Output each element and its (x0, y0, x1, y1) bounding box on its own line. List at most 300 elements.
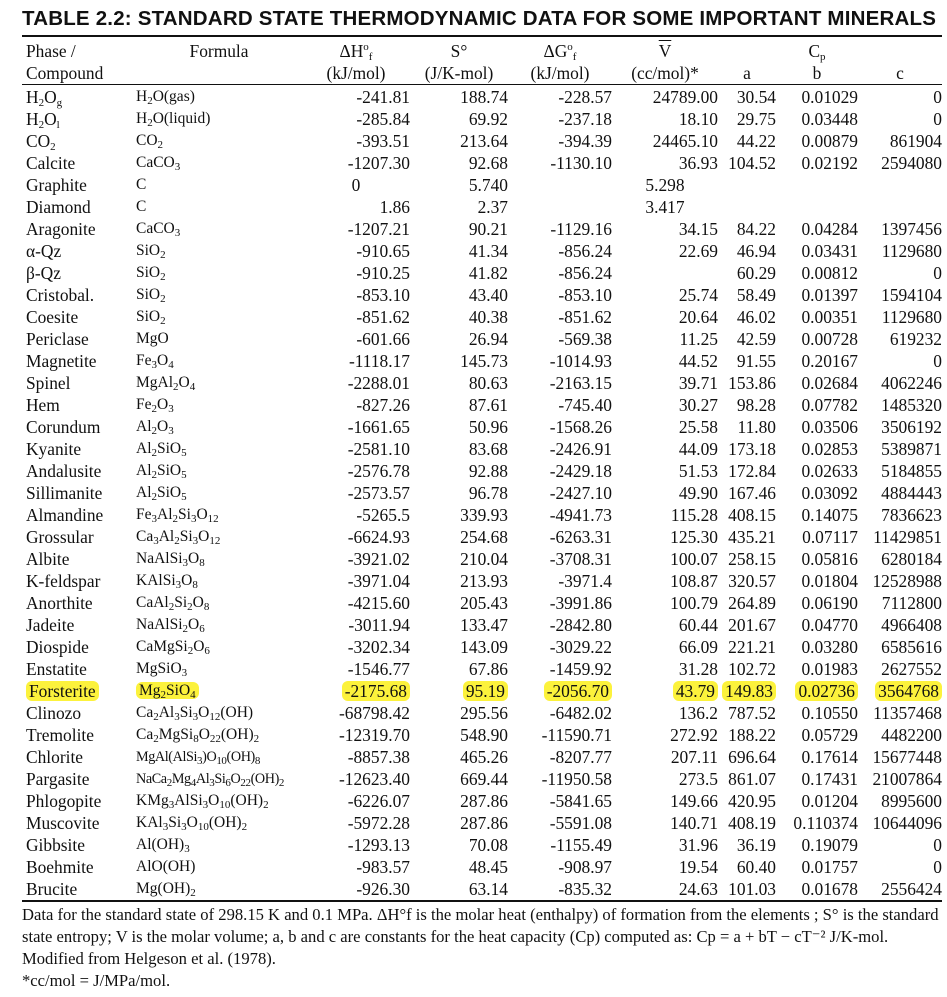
cell-V: 30.27 (678, 394, 718, 415)
cell-b (776, 196, 858, 218)
cell-S: 95.19 (410, 680, 508, 702)
cell-b: 0.17431 (801, 768, 858, 789)
cell-formula: $Fe_2O_3$ (136, 395, 174, 415)
cell-V: 22.69 (678, 240, 718, 261)
header-row-1 (22, 37, 942, 62)
cell-formula: $Al_2SiO_5$ (136, 461, 187, 481)
cell-a (718, 174, 776, 196)
cell-phase: Diamond (26, 196, 91, 217)
table-notes (22, 904, 944, 992)
cell-phase: Albite (26, 548, 70, 569)
cell-S: 92.68 (468, 152, 508, 173)
cell-c: 8995600 (881, 790, 942, 811)
cell-c: 0 (933, 856, 942, 877)
cell-c: 3506192 (881, 416, 942, 437)
cell-b: 0.05729 (801, 724, 858, 745)
cell-V: 100.07 (670, 548, 718, 569)
cell-dG: -2056.70 (508, 680, 612, 702)
cell-b: 0.01029 (801, 86, 858, 107)
cell-dH: -2576.78 (347, 460, 410, 481)
table-row (22, 350, 942, 372)
table-row (22, 878, 942, 900)
table-row (22, 526, 942, 548)
cell-V: 3.417 (645, 196, 685, 217)
cell-b: 0.03280 (801, 636, 858, 657)
cell-V: 18.10 (678, 108, 718, 129)
table-row (22, 196, 942, 218)
cell-a: 11.80 (737, 416, 776, 437)
cell-a: 420.95 (728, 790, 776, 811)
cell-c: 5184855 (881, 460, 942, 481)
cell-dH: -1118.17 (348, 350, 410, 371)
cell-b: 0.00879 (801, 130, 858, 151)
cell-b: 0.20167 (801, 350, 858, 371)
cell-dH: -1661.65 (347, 416, 410, 437)
cell-formula: $Ca_2MgSi_8O_{22}(OH)_2$ (136, 725, 260, 745)
cell-dH: -2288.01 (347, 372, 410, 393)
cell-dG: -1155.49 (550, 834, 612, 855)
table-title: TABLE 2.2: STANDARD STATE THERMODYNAMIC DATA FOR SOME IMPORTANT MINERALS (22, 7, 937, 30)
cell-dH: -12319.70 (338, 724, 410, 745)
cell-c: 4482200 (881, 724, 942, 745)
table-row (22, 416, 942, 438)
cell-dG: -2427.10 (549, 482, 612, 503)
cell-dH: -1546.77 (347, 658, 410, 679)
cell-dG: -11950.58 (541, 768, 612, 789)
cell-formula: $KAl_3Si_3O_{10}(OH)_2$ (136, 813, 248, 833)
cell-S: 69.92 (468, 108, 508, 129)
cell-dG: -3708.31 (549, 548, 612, 569)
cell-c: 5389871 (881, 438, 942, 459)
cell-V: 25.58 (678, 416, 718, 437)
cell-a: 29.75 (736, 108, 776, 129)
cell-a: 46.02 (736, 306, 776, 327)
cell-phase: K-feldspar (26, 570, 101, 591)
cell-dH: -926.30 (356, 878, 410, 899)
cell-formula: $NaAlSi_2O_6$ (136, 615, 205, 635)
cell-V: 11.25 (679, 328, 718, 349)
cell-dG: -8207.77 (549, 746, 612, 767)
cell-V: 44.52 (678, 350, 718, 371)
cell-c: 1594104 (881, 284, 942, 305)
cell-dH: -6624.93 (347, 526, 410, 547)
cell-c: 4062246 (881, 372, 942, 393)
table-row (22, 548, 942, 570)
cell-b: 0.14075 (801, 504, 858, 525)
table-row (22, 218, 942, 240)
cell-formula: $Al(OH)_3$ (136, 835, 190, 855)
cell-V: 49.90 (678, 482, 718, 503)
cell-a: 320.57 (728, 570, 776, 591)
cell-dG: -5591.08 (549, 812, 612, 833)
cell-dH: -2175.68 (302, 680, 410, 702)
cell-dH: -3921.02 (347, 548, 410, 569)
table-row (22, 702, 942, 724)
cell-S: 5.740 (468, 174, 508, 195)
cell-S: 210.04 (460, 548, 508, 569)
cell-a: 787.52 (728, 702, 776, 723)
cell-dH: -68798.42 (338, 702, 410, 723)
cell-formula: $H_2O(gas)$ (136, 87, 195, 107)
cell-formula: $Al_2SiO_5$ (136, 439, 187, 459)
cell-S: 287.86 (460, 812, 508, 833)
cell-dH: -4215.60 (347, 592, 410, 613)
cell-V: 36.93 (678, 152, 718, 173)
cell-a: 30.54 (736, 86, 776, 107)
cell-formula: $KMg_3AlSi_3O_{10}(OH)_2$ (136, 791, 269, 811)
cell-V (612, 262, 718, 284)
cell-formula: SiO$_2$ (136, 241, 166, 261)
cell-S: 213.93 (460, 570, 508, 591)
cell-phase: Periclase (26, 328, 89, 349)
cell-V: 207.11 (670, 746, 718, 767)
data-table-container (22, 35, 942, 902)
cell-V: 34.15 (678, 218, 718, 239)
cell-a: 435.21 (728, 526, 776, 547)
cell-a: 149.83 (718, 680, 776, 702)
cell-dH: -241.81 (356, 86, 410, 107)
cell-formula: $CaMgSi_2O_6$ (136, 637, 210, 657)
cell-a: 98.28 (736, 394, 776, 415)
cell-V: 25.74 (678, 284, 718, 305)
cell-V: 100.79 (670, 592, 718, 613)
cell-V: 51.53 (678, 460, 718, 481)
cell-dG: -394.39 (558, 130, 612, 151)
cell-dG: -1129.16 (550, 218, 612, 239)
cell-dH: -983.57 (356, 856, 410, 877)
cell-dH: -910.25 (356, 262, 410, 283)
cell-b: 0.10550 (801, 702, 858, 723)
cell-phase: Corundum (26, 416, 101, 437)
note-footnote: *cc/mol = J/MPa/mol. (22, 971, 171, 990)
cell-V: 140.71 (670, 812, 718, 833)
cell-dH: -1293.13 (347, 834, 410, 855)
cell-phase: $CO_2$ (26, 130, 56, 153)
cell-dG: -856.24 (558, 240, 612, 261)
cell-a: 258.15 (728, 548, 776, 569)
cell-formula: SiO$_2$ (136, 263, 166, 283)
cell-phase: β-Qz (26, 262, 61, 283)
cell-dG: -851.62 (558, 306, 612, 327)
cell-phase: Sillimanite (26, 482, 103, 503)
cell-b: 0.03506 (801, 416, 858, 437)
table-row (22, 372, 942, 394)
header-V-unit: (cc/mol)* (612, 62, 718, 85)
cell-dH: -8857.38 (347, 746, 410, 767)
cell-b: 0.17614 (801, 746, 858, 767)
cell-b: 0.01204 (801, 790, 858, 811)
cell-c: 4966408 (881, 614, 942, 635)
table-row (22, 152, 942, 174)
table-row (22, 306, 942, 328)
cell-c: 0 (933, 86, 942, 107)
cell-phase: Kyanite (26, 438, 82, 459)
cell-c (858, 174, 942, 196)
table-row (22, 438, 942, 460)
cell-c: 0 (933, 350, 942, 371)
cell-V: 115.28 (670, 504, 718, 525)
table-row (22, 746, 942, 768)
cell-b: 0.07117 (802, 526, 858, 547)
cell-dG: -908.97 (558, 856, 612, 877)
table-row (22, 680, 942, 702)
cell-phase: Coesite (26, 306, 79, 327)
cell-formula: $CaAl_2Si_2O_8$ (136, 593, 210, 613)
cell-phase: $H_2O_g$ (26, 86, 63, 109)
cell-formula: $Mg(OH)_2$ (136, 879, 196, 899)
cell-b: 0.03431 (801, 240, 858, 261)
cell-phase: Hem (26, 394, 60, 415)
cell-phase: Grossular (26, 526, 94, 547)
cell-dH: -3011.94 (348, 614, 410, 635)
cell-c: 7112800 (881, 592, 942, 613)
header-b: b (776, 62, 858, 85)
cell-b: 0.04770 (801, 614, 858, 635)
cell-b (776, 174, 858, 196)
cell-a: 46.94 (736, 240, 776, 261)
table-row (22, 460, 942, 482)
cell-dG: -1568.26 (549, 416, 612, 437)
cell-b: 0.01757 (801, 856, 858, 877)
cell-a: 153.86 (728, 372, 776, 393)
cell-b: 0.01983 (801, 658, 858, 679)
cell-dH: -6226.07 (347, 790, 410, 811)
cell-S: 133.47 (460, 614, 508, 635)
cell-phase: Enstatite (26, 658, 87, 679)
cell-dG: -835.32 (558, 878, 612, 899)
cell-c: 0 (933, 262, 942, 283)
cell-a: 201.67 (728, 614, 776, 635)
cell-a: 91.55 (736, 350, 776, 371)
cell-dH: -2581.10 (347, 438, 410, 459)
cell-b: 0.05816 (801, 548, 858, 569)
cell-S: 205.43 (460, 592, 508, 613)
cell-dG: -1014.93 (549, 350, 612, 371)
cell-formula: $Fe_3O_4$ (136, 351, 174, 371)
cell-dH: -910.65 (356, 240, 410, 261)
cell-c: 2594080 (881, 152, 942, 173)
table-row (22, 130, 942, 152)
cell-c: 7836623 (881, 504, 942, 525)
cell-c: 1129680 (881, 306, 942, 327)
cell-b: 0.01804 (801, 570, 858, 591)
cell-a (718, 196, 776, 218)
table-row (22, 108, 942, 130)
cell-c: 12528988 (872, 570, 942, 591)
cell-c: 3564768 (858, 680, 942, 702)
cell-a: 188.22 (728, 724, 776, 745)
cell-b: 0.04284 (801, 218, 858, 239)
table-row (22, 174, 942, 196)
cell-V: 19.54 (678, 856, 718, 877)
cell-V: 44.09 (678, 438, 718, 459)
cell-S: 465.26 (460, 746, 508, 767)
cell-a: 42.59 (736, 328, 776, 349)
cell-a: 60.29 (736, 262, 776, 283)
cell-V: 273.5 (678, 768, 718, 789)
cell-phase: Brucite (26, 878, 78, 899)
cell-V: 60.44 (678, 614, 718, 635)
table-row (22, 790, 942, 812)
cell-b: 0.02684 (801, 372, 858, 393)
cell-c: 1397456 (881, 218, 942, 239)
cell-V: 272.92 (670, 724, 718, 745)
cell-S: 26.94 (468, 328, 508, 349)
cell-phase: Forsterite (22, 680, 132, 702)
cell-b: 0.110374 (793, 812, 858, 833)
table-row (22, 658, 942, 680)
cell-formula: MgO (136, 329, 169, 347)
cell-phase: α-Qz (26, 240, 62, 261)
cell-dG (508, 174, 612, 196)
cell-c: 4884443 (881, 482, 942, 503)
cell-b: 0.00812 (801, 262, 858, 283)
cell-V: 125.30 (670, 526, 718, 547)
cell-formula: $Mg_2SiO_4$ (132, 680, 302, 702)
cell-a: 408.19 (728, 812, 776, 833)
cell-formula: AlO(OH) (136, 857, 196, 875)
cell-phase: Gibbsite (26, 834, 85, 855)
cell-b: 0.00351 (801, 306, 858, 327)
cell-a: 58.49 (736, 284, 776, 305)
cell-phase: Anorthite (26, 592, 93, 613)
cell-V: 24465.10 (652, 130, 718, 151)
header-blank (718, 37, 776, 62)
header-V: $\overline{V}$ (658, 40, 672, 61)
header-S-unit: (J/K-mol) (410, 62, 508, 85)
cell-formula: C (136, 175, 147, 193)
cell-formula: $Fe_3Al_2Si_3O_{12}$ (136, 505, 219, 525)
cell-dH: -601.66 (356, 328, 410, 349)
cell-a: 60.40 (736, 856, 776, 877)
cell-S: 63.14 (468, 878, 508, 899)
cell-a: 696.64 (728, 746, 776, 767)
cell-S: 188.74 (460, 86, 508, 107)
table-row (22, 284, 942, 306)
cell-V: 5.298 (645, 174, 685, 195)
cell-dG: -2426.91 (549, 438, 612, 459)
header-dG-unit: (kJ/mol) (508, 62, 612, 85)
cell-phase: Pargasite (26, 768, 90, 789)
cell-S: 548.90 (460, 724, 508, 745)
cell-S: 213.64 (460, 130, 508, 151)
table-row (22, 482, 942, 504)
cell-c: 10644096 (872, 812, 942, 833)
cell-dG: -1459.92 (549, 658, 612, 679)
header-S: S° (450, 40, 468, 61)
cell-V: 31.28 (678, 658, 718, 679)
table-row (22, 614, 942, 636)
cell-dG (508, 196, 612, 218)
table-row (22, 636, 942, 658)
cell-dG: -2163.15 (549, 372, 612, 393)
table-row (22, 834, 942, 856)
cell-S: 43.40 (468, 284, 508, 305)
cell-dG: -6263.31 (549, 526, 612, 547)
cell-c: 861904 (889, 130, 942, 151)
cell-dH: -12623.40 (338, 768, 410, 789)
cell-dH: -853.10 (356, 284, 410, 305)
thermo-table (22, 37, 942, 900)
cell-a: 264.89 (728, 592, 776, 613)
cell-S: 48.45 (468, 856, 508, 877)
cell-c: 6585616 (881, 636, 942, 657)
table-body (22, 84, 942, 900)
cell-b: 0.01678 (801, 878, 858, 899)
cell-dG: -2842.80 (549, 614, 612, 635)
cell-b: 0.03448 (801, 108, 858, 129)
cell-phase: Andalusite (26, 460, 102, 481)
cell-b: 0.19079 (801, 834, 858, 855)
cell-a: 104.52 (728, 152, 776, 173)
cell-dH: -1207.30 (347, 152, 410, 173)
cell-b: 0.02192 (801, 152, 858, 173)
cell-phase: Cristobal. (26, 284, 95, 305)
cell-phase: Jadeite (26, 614, 75, 635)
cell-c: 1129680 (881, 240, 942, 261)
cell-c: 11429851 (873, 526, 942, 547)
cell-phase: Diospide (26, 636, 89, 657)
cell-S: 41.34 (468, 240, 508, 261)
cell-V: 24.63 (678, 878, 718, 899)
cell-formula: $H_2O(liquid)$ (136, 109, 211, 129)
cell-phase: $H_2O_l$ (26, 108, 60, 131)
cell-dH: -5265.5 (356, 504, 410, 525)
cell-S: 41.82 (468, 262, 508, 283)
cell-formula: $MgAl_2O_4$ (136, 373, 196, 393)
cell-dH: 0 (351, 174, 361, 195)
cell-V: 39.71 (678, 372, 718, 393)
cell-dH: -5972.28 (347, 812, 410, 833)
cell-phase: Phlogopite (26, 790, 102, 811)
header-dH: $\Delta H^o_f$ (339, 40, 373, 63)
cell-dG: -853.10 (558, 284, 612, 305)
cell-dG: -4941.73 (549, 504, 612, 525)
cell-b: 0.01397 (801, 284, 858, 305)
cell-c (858, 196, 942, 218)
cell-phase: Calcite (26, 152, 76, 173)
cell-dG: -3971.4 (558, 570, 612, 591)
cell-S: 83.68 (468, 438, 508, 459)
table-row (22, 328, 942, 350)
cell-formula: CaCO$_3$ (136, 219, 181, 239)
cell-c: 2627552 (881, 658, 942, 679)
table-row (22, 724, 942, 746)
cell-phase: Graphite (26, 174, 87, 195)
cell-formula: $CO_2$ (136, 131, 164, 151)
cell-formula: MgSiO$_3$ (136, 659, 188, 679)
table-row (22, 812, 942, 834)
cell-S: 92.88 (468, 460, 508, 481)
cell-formula: $Ca_2Al_3Si_3O_{12}(OH)$ (136, 703, 254, 723)
cell-phase: Magnetite (26, 350, 97, 371)
cell-a: 861.07 (728, 768, 776, 789)
cell-S: 96.78 (468, 482, 508, 503)
cell-b: 0.02736 (776, 680, 858, 702)
cell-formula: $Al_2O_3$ (136, 417, 174, 437)
header-dH-unit: (kJ/mol) (302, 62, 410, 85)
cell-dH: -285.84 (356, 108, 410, 129)
cell-b: 0.06190 (801, 592, 858, 613)
cell-V: 108.87 (670, 570, 718, 591)
table-row (22, 856, 942, 878)
cell-c: 21007864 (872, 768, 942, 789)
cell-S: 2.37 (477, 196, 508, 217)
cell-formula: CaCO$_3$ (136, 153, 181, 173)
cell-c: 6280184 (881, 548, 942, 569)
cell-c: 11357468 (873, 702, 942, 723)
cell-formula: $MgAl(AlSi_3)O_{10}(OH)_8$ (136, 748, 260, 767)
